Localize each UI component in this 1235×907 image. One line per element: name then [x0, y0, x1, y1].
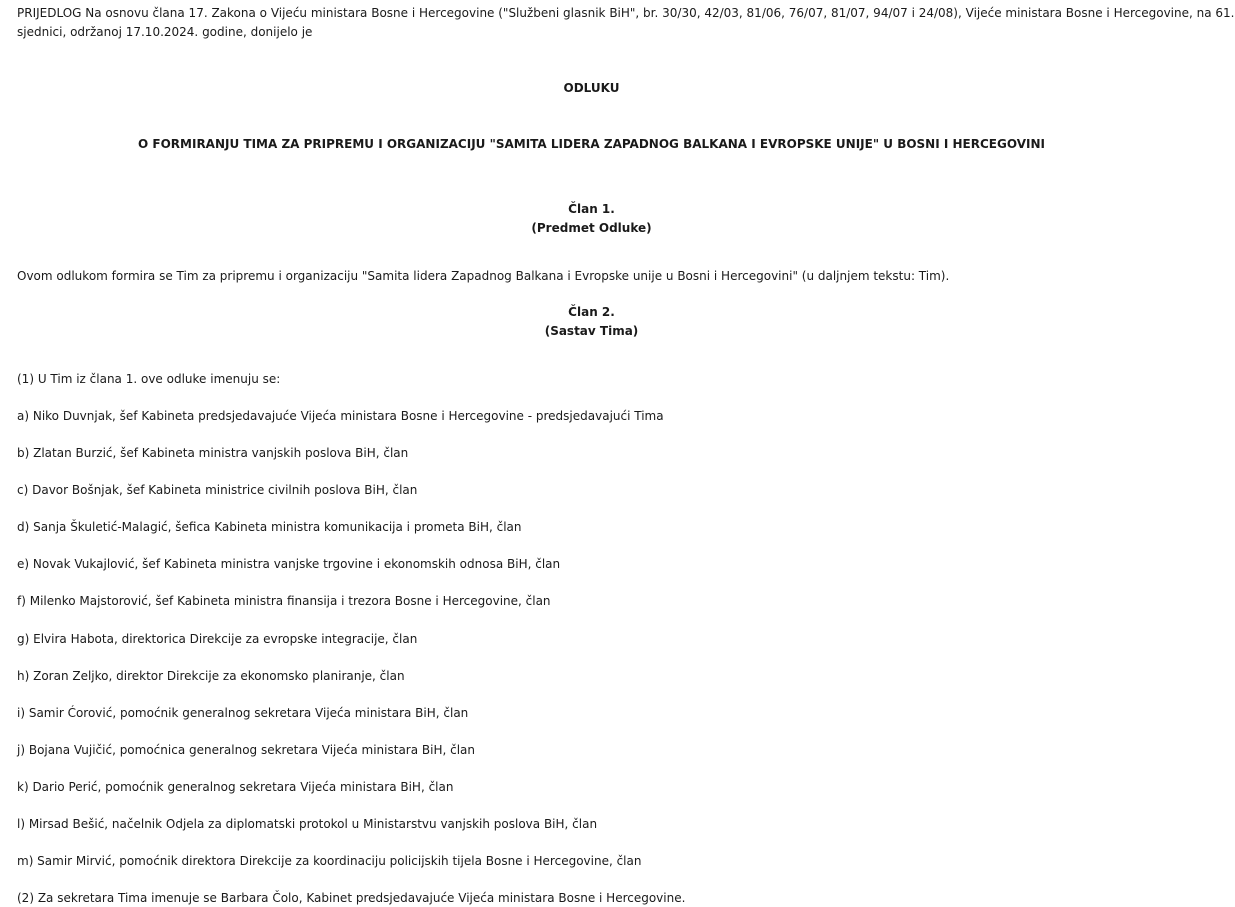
article-2-heading: Član 2.	[568, 305, 615, 319]
member-item: k) Dario Perić, pomoćnik generalnog sekretara Vijeća ministara BiH, član	[17, 780, 454, 794]
preamble	[17, 4, 1235, 42]
decision-subtitle: O FORMIRANJU TIMA ZA PRIPREMU I ORGANIZACIJU "SAMITA LIDERA ZAPADNOG BALKANA I EVROPSKE UNIJE" U BOSNI I HERCEGOVINI	[138, 137, 1045, 151]
member-item: f) Milenko Majstorović, šef Kabineta ministra finansija i trezora Bosne i Hercegovine, član	[17, 594, 551, 608]
preamble-line-1: PRIJEDLOG Na osnovu člana 17. Zakona o Vijeću ministara Bosne i Hercegovine ("Službeni glasnik BiH", br. 30/30, 42/03, 81/06, 76/07, 81/07, 94/07 i 24/08), Vijeće ministara Bosne i Hercegovine, na 61.	[17, 6, 1235, 20]
article-1-heading: Član 1.	[568, 202, 615, 216]
decision-title: ODLUKU	[563, 81, 620, 95]
member-item: i) Samir Ćorović, pomoćnik generalnog sekretara Vijeća ministara BiH, član	[17, 706, 469, 720]
member-item: e) Novak Vukajlović, šef Kabineta ministra vanjske trgovine i ekonomskih odnosa BiH, član	[17, 557, 561, 571]
article-2-caption: (Sastav Tima)	[544, 324, 639, 338]
member-item: m) Samir Mirvić, pomoćnik direktora Direkcije za koordinaciju policijskih tijela Bosne i Hercegovine, član	[17, 854, 642, 868]
member-item: h) Zoran Zeljko, direktor Direkcije za ekonomsko planiranje, član	[17, 669, 405, 683]
member-item: g) Elvira Habota, direktorica Direkcije za evropske integracije, član	[17, 632, 418, 646]
member-item: b) Zlatan Burzić, šef Kabineta ministra vanjskih poslova BiH, član	[17, 446, 409, 460]
article-1-text: Ovom odlukom formira se Tim za pripremu i organizaciju "Samita lidera Zapadnog Balkana i Evropske unije u Bosni i Hercegovini" (u daljnjem tekstu: Tim).	[17, 269, 950, 283]
secretary-paragraph: (2) Za sekretara Tima imenuje se Barbara Čolo, Kabinet predsjedavajuće Vijeća ministara Bosne i Hercegovine.	[17, 891, 686, 905]
member-item: d) Sanja Škuletić-Malagić, šefica Kabineta ministra komunikacija i prometa BiH, član	[17, 520, 522, 534]
article-1-caption: (Predmet Odluke)	[531, 221, 652, 235]
member-item: j) Bojana Vujičić, pomoćnica generalnog sekretara Vijeća ministara BiH, član	[17, 743, 476, 757]
preamble-line-2: sjednici, održanoj 17.10.2024. godine, donijelo je	[17, 25, 313, 39]
member-item: a) Niko Duvnjak, šef Kabineta predsjedavajuće Vijeća ministara Bosne i Hercegovine - predsjedavajući Tima	[17, 409, 664, 423]
article-2-intro: (1) U Tim iz člana 1. ove odluke imenuju se:	[17, 372, 281, 386]
member-item: l) Mirsad Bešić, načelnik Odjela za diplomatski protokol u Ministarstvu vanjskih poslova BiH, član	[17, 817, 598, 831]
member-item: c) Davor Bošnjak, šef Kabineta ministrice civilnih poslova BiH, član	[17, 483, 418, 497]
